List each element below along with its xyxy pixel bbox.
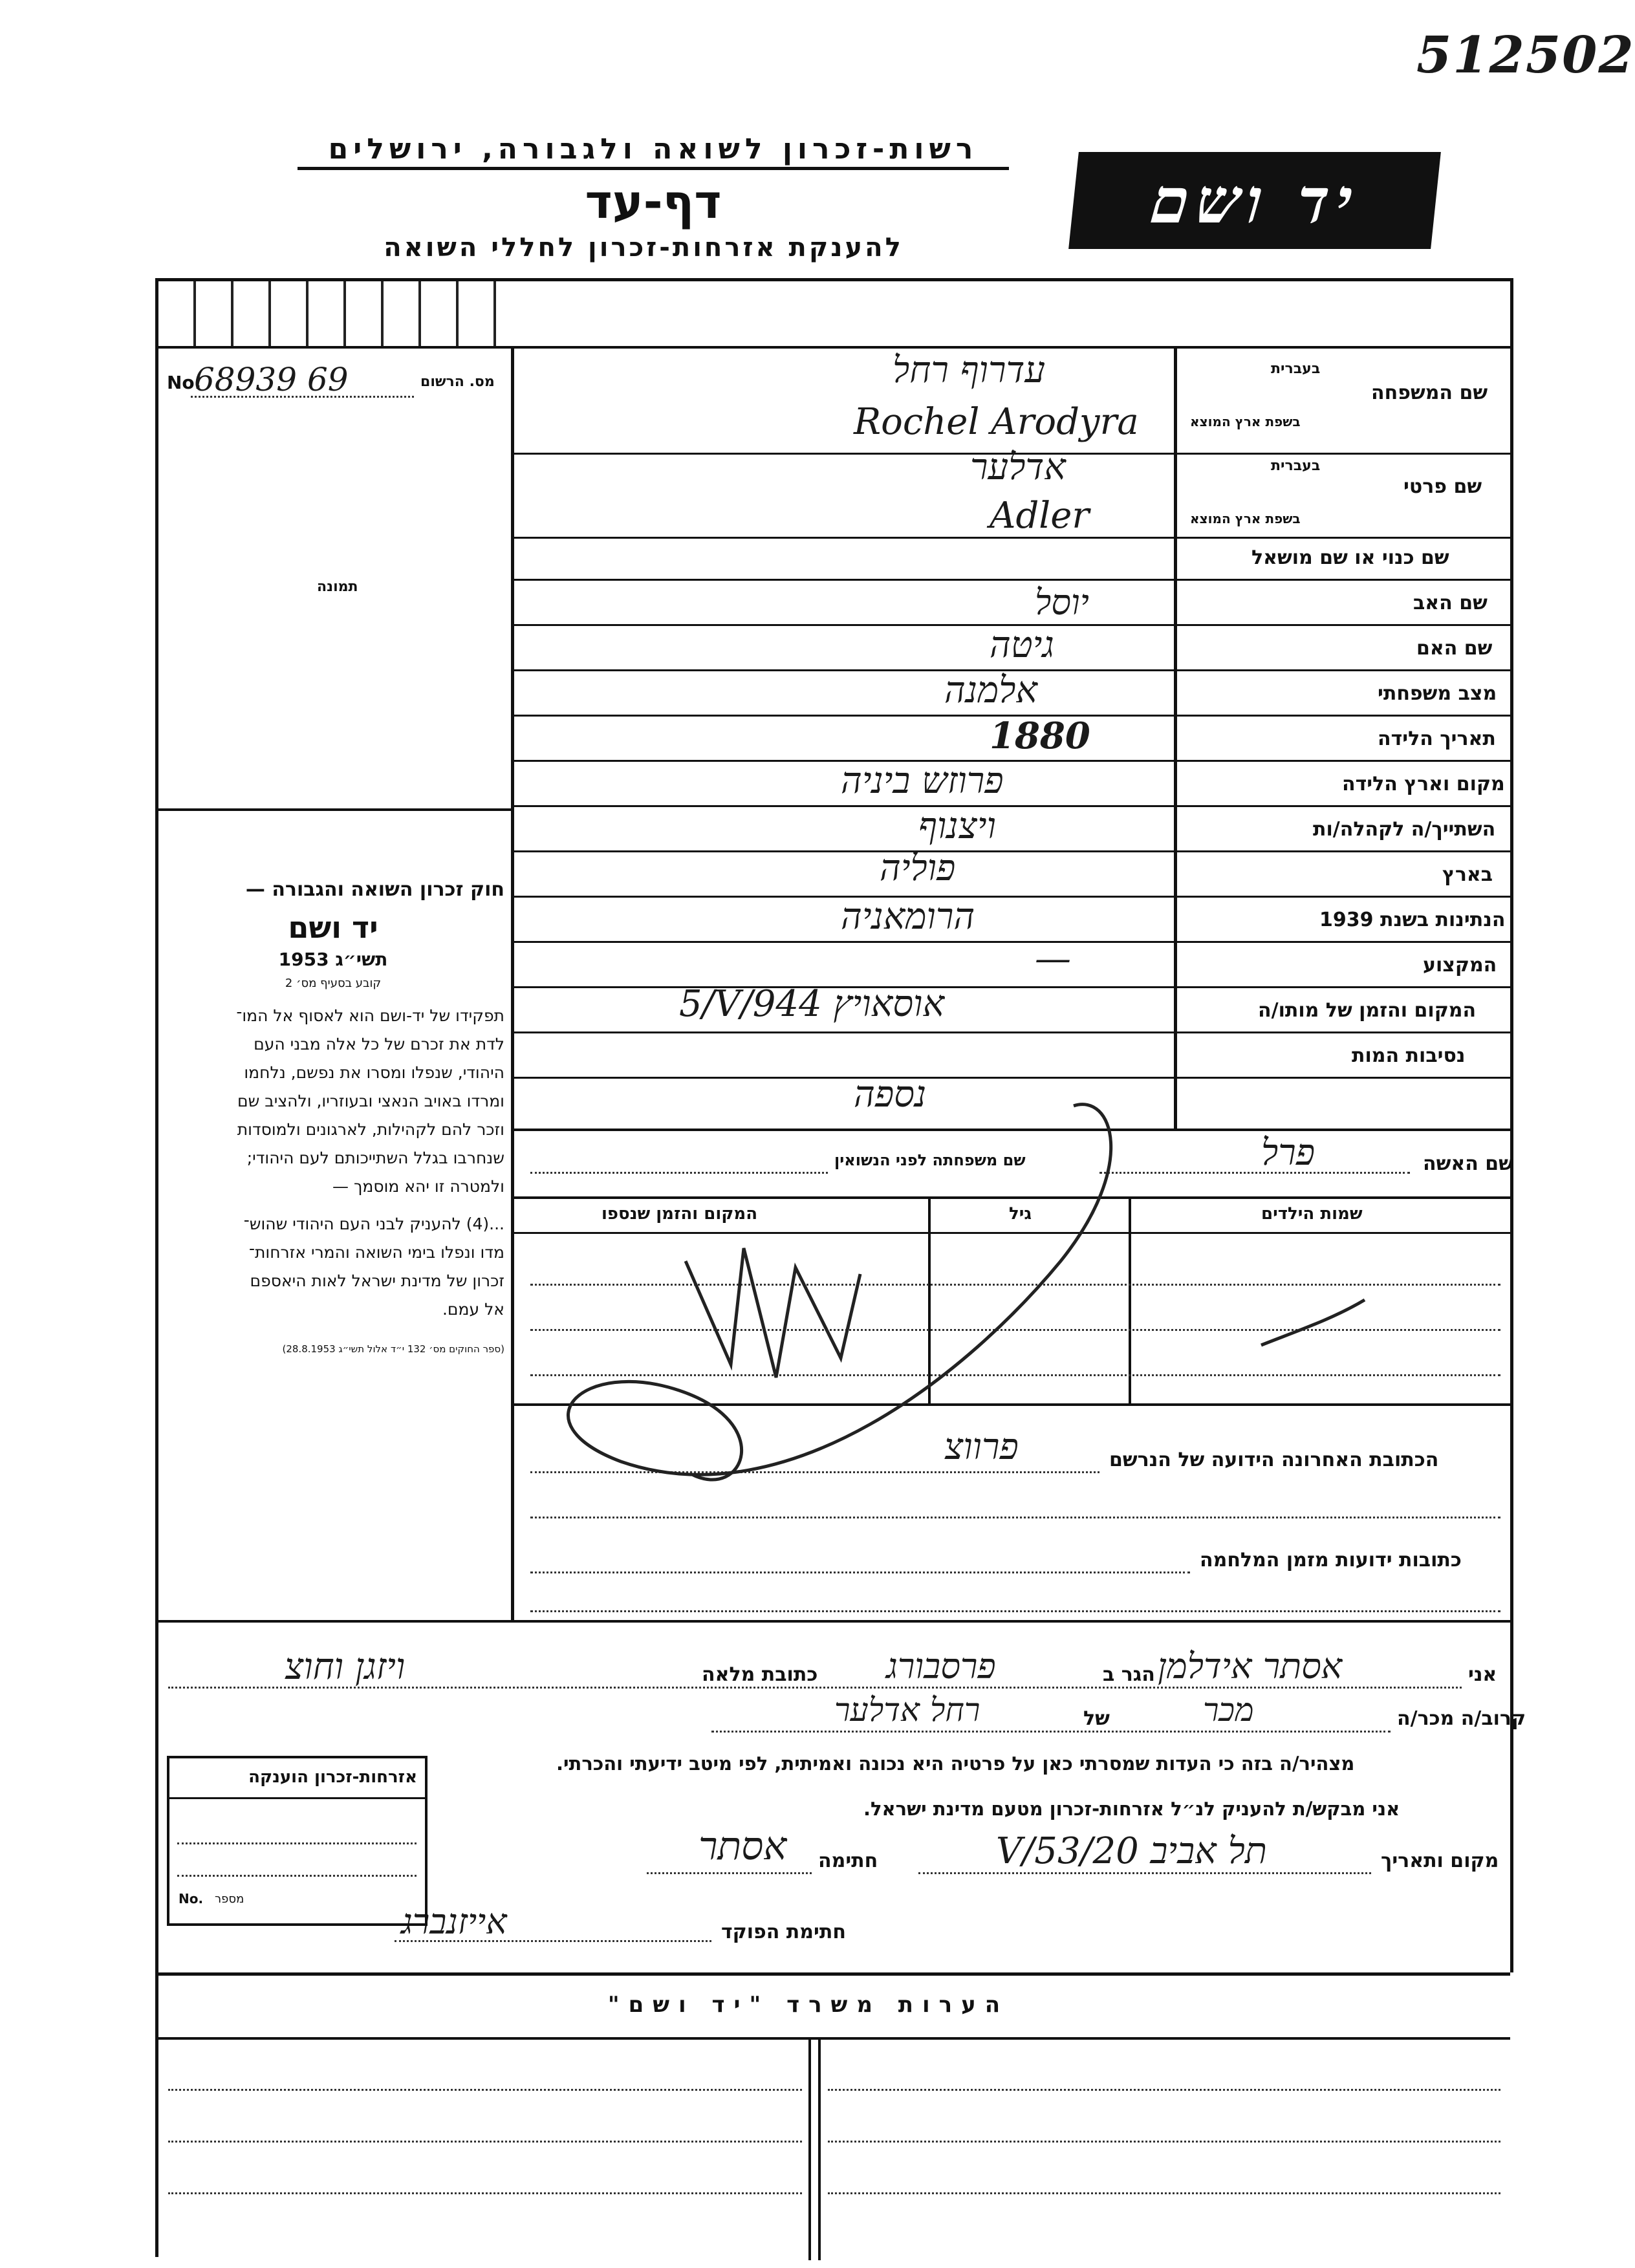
- registration-number: 68939 69: [194, 361, 349, 398]
- first-name-sublabel-local: בשפת ארץ המוצא: [1190, 511, 1301, 526]
- mother-name-label: שם האם: [1416, 637, 1493, 660]
- citizenship-1939-value: הרומאניה: [841, 896, 975, 938]
- family-name-sublabel-he: בעברית: [1271, 361, 1321, 377]
- declaration-text: מצהיר/ה בזה כי העדות שמסרתי כאן על פרטיה היא נכונה ואמיתית, לפי מיטב ידיעתי והכרתי.: [556, 1753, 1355, 1775]
- first-name-sublabel-he: בעברית: [1271, 458, 1321, 474]
- full-address-label: כתובת מלאה: [702, 1663, 818, 1686]
- occupation-value: —: [1035, 938, 1071, 980]
- country-label: בארץ: [1442, 863, 1493, 886]
- children-strikeout-zigzag: [686, 1248, 860, 1377]
- archive-number: 512502: [1416, 26, 1635, 85]
- spouse-maiden-label: שם משפחתה לפני הנשואין: [834, 1151, 1026, 1169]
- relative-label: קרוב/ה מכר/ה: [1397, 1707, 1526, 1730]
- of-whom-value: רחל אדלער: [834, 1691, 980, 1729]
- law-clause: קובע בסעיף מס׳ 2: [285, 977, 382, 990]
- marital-status-label: מצב משפחתי: [1378, 682, 1497, 705]
- birthplace-label: מקום וארץ הלידה: [1342, 773, 1505, 795]
- children-header-names: שמות הילדים: [1261, 1204, 1363, 1224]
- full-address-value: ויזגן וחוצ: [285, 1646, 406, 1688]
- citizenship-box-title: אזרחות-זכרון הוענקה: [248, 1767, 417, 1787]
- law-line: ...(4) להעניק לבני העם היהודי שהוש־: [243, 1215, 504, 1233]
- birth-date-value: 1880: [990, 715, 1090, 757]
- declarant-resides-label: הגר ב: [1103, 1663, 1155, 1686]
- registration-label: מס. הרשום: [420, 374, 495, 390]
- declarant-signature: אסתר: [698, 1824, 787, 1869]
- marital-status-value: אלמנה: [944, 669, 1038, 711]
- registration-prefix: No.: [167, 372, 202, 393]
- last-address-label: הכתובת האחרונה הידועה של הנרשם: [1109, 1449, 1439, 1471]
- authority-title: רשות-זכרון לשואה ולגבורה, ירושלים: [328, 133, 979, 166]
- family-name-sublabel-local: בשפת ארץ המוצא: [1190, 414, 1301, 429]
- father-name-label: שם האב: [1413, 592, 1488, 614]
- first-name-value-he: אדלער: [970, 446, 1066, 488]
- law-line: אל עמם.: [442, 1300, 504, 1319]
- declarant-i-label: אני: [1468, 1663, 1497, 1686]
- law-line: ומרדו באויב הנאצי ובעוזריו, ולהציב שם: [237, 1092, 504, 1110]
- place-date-value: תל אביב 20/V/53: [996, 1830, 1267, 1872]
- law-line: זכרון של מדינת ישראל לאות היאספם: [250, 1271, 504, 1290]
- law-line: מדו ונפלו בימי השואה והמרי אזרחות־: [248, 1243, 504, 1262]
- law-line: ולמטרה זו יהא מוסמך —: [332, 1177, 504, 1196]
- law-line: וזכר להם לקהילות, לארגונים ולמוסדות: [237, 1120, 504, 1139]
- community-label: השתייך/ה לקהלה/ות: [1313, 818, 1496, 841]
- of-whom-label: של: [1083, 1707, 1110, 1730]
- father-name-value: יוסל: [1035, 582, 1089, 623]
- form-title: דף-עד: [585, 175, 722, 229]
- law-line: שנחרבו בגלל השתייכותם לעם היהודי;: [246, 1149, 504, 1167]
- citizenship-1939-label: הנתינות בשנת 1939: [1319, 909, 1506, 931]
- law-line: היהודי, שנפלו ומסרו את נפשם, נלחמו: [244, 1063, 504, 1082]
- law-title: חוק זכרון השואה והגבורה —: [245, 878, 504, 901]
- occupation-label: המקצוע: [1423, 954, 1497, 977]
- declarant-city: פרסבורג: [886, 1646, 996, 1687]
- death-place-time-value: 5/V/944 אוסאויץ: [679, 983, 945, 1025]
- photo-label: תמונה: [317, 579, 358, 595]
- nickname-label: שם כנוי או שם מושאל: [1251, 546, 1449, 569]
- law-name: יד ושם: [288, 910, 378, 945]
- citizenship-number-prefix: No.: [179, 1891, 204, 1906]
- children-strikeout-loop: [568, 1105, 1110, 1480]
- place-date-label: מקום ותאריך: [1381, 1850, 1499, 1872]
- declarant-name: אסתר אידלמן: [1158, 1646, 1343, 1687]
- children-header-place-time: המקום והזמן שנספו: [601, 1204, 758, 1224]
- mother-name-value: גיטה: [990, 624, 1054, 666]
- community-value: ויצנוף: [918, 805, 996, 847]
- law-line: לדת את זכרם של כל אלה מבני העם: [254, 1035, 504, 1053]
- children-strikeout-stroke: [1261, 1300, 1365, 1345]
- spouse-label: שם האשה: [1423, 1152, 1513, 1175]
- law-year: תשי״ג 1953: [278, 949, 388, 970]
- birth-date-label: תאריך הלידה: [1378, 728, 1496, 750]
- death-place-time-label: המקום והזמן של מותו/ה: [1258, 999, 1477, 1022]
- death-circumstances-value: נספה: [854, 1074, 927, 1116]
- birthplace-value: פרוזש ביניה: [841, 760, 1004, 802]
- country-value: פוליה: [880, 847, 956, 889]
- family-name-label: שם המשפחה: [1371, 382, 1488, 404]
- officer-signature: אייזנברג: [401, 1901, 507, 1942]
- office-notes-title: הערות משרד "יד ושם": [607, 1992, 1010, 2018]
- last-address-value: פרווצ: [944, 1426, 1019, 1468]
- family-name-value-local: Rochel Arodyra: [854, 401, 1139, 443]
- family-name-value-he: עדרוף רחל: [893, 349, 1046, 391]
- law-source: (ספר החוקים מס׳ 132 י״ד אלול תשי״ג 28.8.1953): [282, 1343, 504, 1355]
- citizenship-number-label: מספר: [215, 1892, 244, 1906]
- signature-label: חתימה: [818, 1850, 878, 1872]
- relation-value: מכר: [1203, 1691, 1254, 1729]
- children-header-age: גיל: [1009, 1204, 1032, 1224]
- spouse-value: פרל: [1261, 1132, 1316, 1174]
- logo-text: יד ושם: [1147, 164, 1363, 237]
- form-subtitle: להענקת אזרחות-זכרון לחללי השואה: [384, 233, 904, 263]
- law-line: תפקידו של יד-ושם הוא לאסוף אל המו־: [236, 1006, 504, 1025]
- request-text: אני מבקש/ת להעניק לנ״ל אזרחות-זכרון מטעם מדינת ישראל.: [863, 1798, 1400, 1820]
- first-name-label: שם פרטי: [1403, 475, 1482, 498]
- first-name-value-local: Adler: [990, 495, 1090, 537]
- officer-signature-label: חתימת הפוקד: [721, 1921, 846, 1943]
- wartime-addresses-label: כתובות ידועות מזמן המלחמה: [1200, 1549, 1462, 1571]
- death-circumstances-label: נסיבות המות: [1352, 1044, 1466, 1067]
